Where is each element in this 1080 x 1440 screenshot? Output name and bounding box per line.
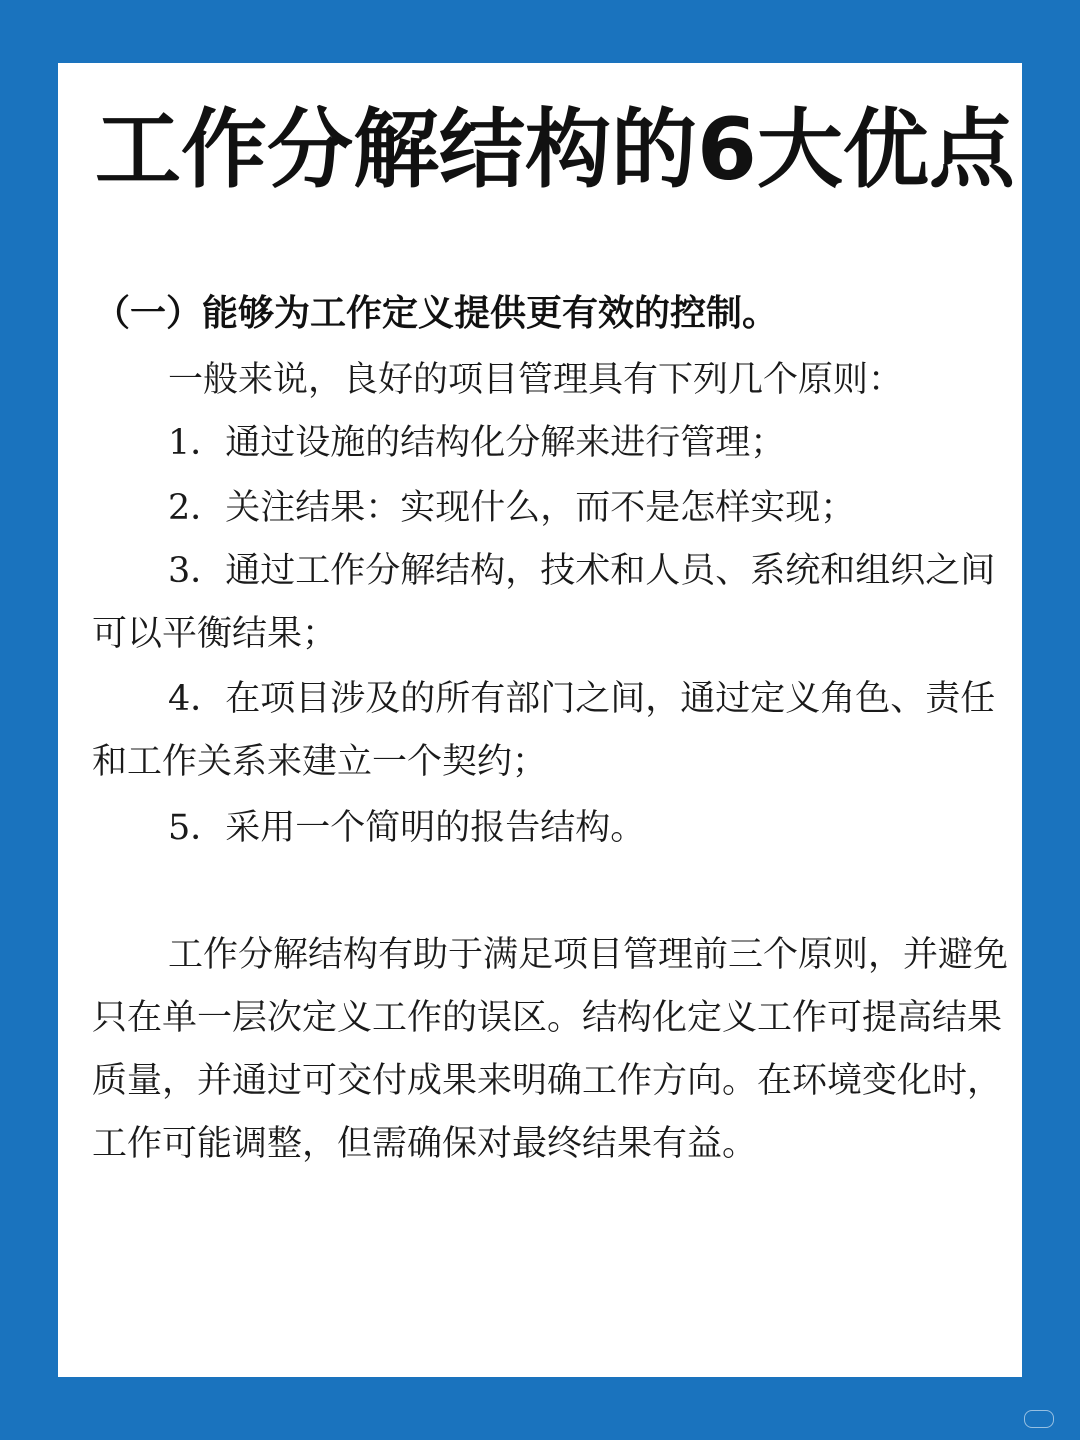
summary-paragraph: 工作分解结构有助于满足项目管理前三个原则，并避免只在单一层次定义工作的误区。结构化定义工作可提高结果质量，并通过可交付成果来明确工作方向。在环境变化时，工作可能调整，但需确保对最终结果有益。: [92, 935, 1009, 1164]
page-title: 工作分解结构的6大优点: [95, 100, 1015, 200]
principle-item-4: 4．在项目涉及的所有部门之间，通过定义角色、责任和工作关系来建立一个契约；: [92, 679, 996, 782]
principle-item-5: 5．采用一个简明的报告结构。: [168, 808, 646, 848]
section-heading: （一）能够为工作定义提供更有效的控制。: [94, 293, 779, 334]
watermark-logo: [1024, 1410, 1054, 1428]
principle-item-2: 2．关注结果：实现什么，而不是怎样实现；: [168, 488, 856, 528]
principle-item-1: 1．通过设施的结构化分解来进行管理；: [168, 423, 786, 463]
intro-paragraph: 一般来说，良好的项目管理具有下列几个原则：: [168, 360, 904, 400]
principle-item-3: 3．通过工作分解结构，技术和人员、系统和组织之间可以平衡结果；: [92, 551, 996, 654]
